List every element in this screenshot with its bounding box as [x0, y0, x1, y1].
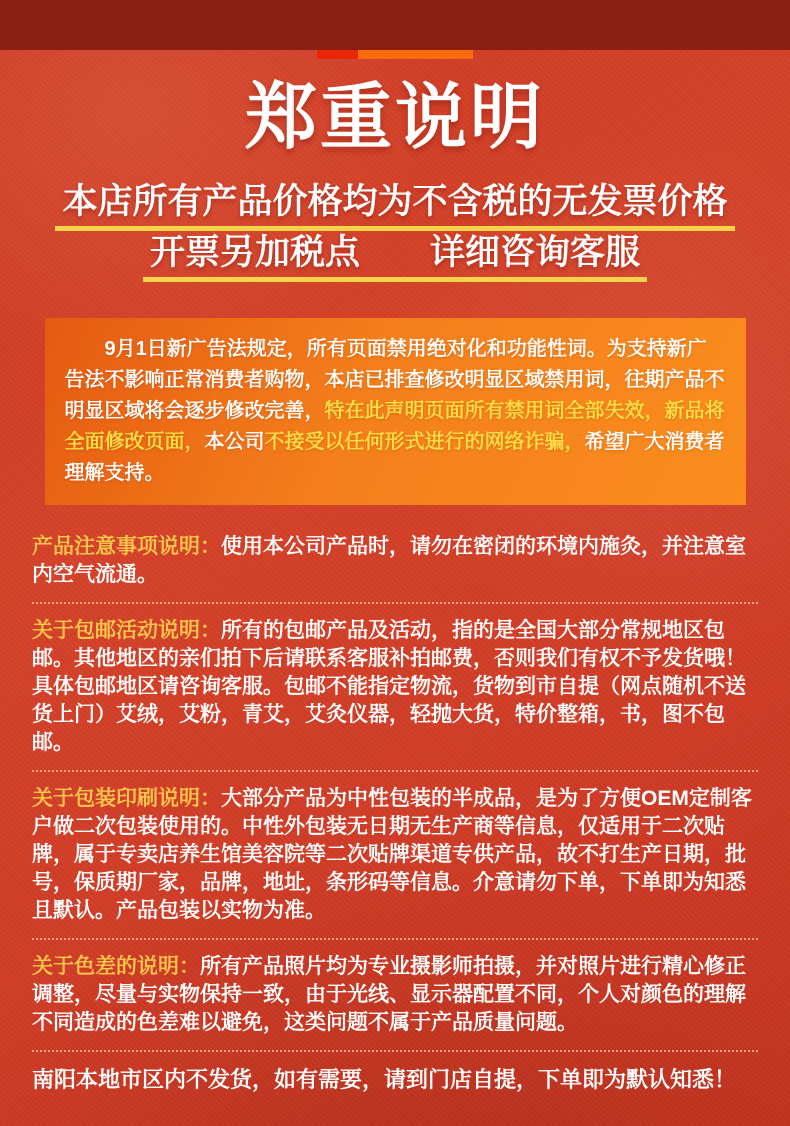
note-packaging-print: [32, 785, 758, 925]
price-disclaimer-line-1: 本店所有产品价格均为不含税的无发票价格: [55, 180, 734, 231]
dotted-divider-2: [32, 770, 758, 772]
ad-law-notice-text: [65, 334, 726, 489]
note-body-color-difference: 所有产品照片均为专业摄影师拍摄，并对照片进行精心修正调整，尽量与实物保持一致，由于光线、显示器配置不同，个人对颜色的理解不同造成的色差难以避免，这类问题不属于产品质量问题。: [32, 955, 746, 1034]
note-heading-color-difference: 关于色差的说明：: [32, 955, 200, 978]
ad-law-notice-box: [45, 318, 746, 505]
note-product-caution: [32, 533, 758, 589]
accent-bar-red-segment: [317, 50, 358, 59]
note-heading-product-caution: 产品注意事项说明：: [32, 535, 221, 558]
note-color-difference: [32, 953, 758, 1037]
notice-segment-white-1: 9月1日新广告法规定，所有页面禁用绝对化和功能性词。为支持新广告法不影响正常消费者购物，本店已排查修改明显区域禁用词，往期产品不明显区域将会逐步修改完善，: [64, 338, 725, 422]
notice-segment-white-3: 希望广大消费者理解支持。: [64, 431, 725, 484]
dotted-divider-4: [32, 1050, 758, 1052]
solemn-statement-page: [0, 50, 790, 1126]
note-body-packaging-print: 大部分产品为中性包装的半成品，是为了方便OEM定制客户做二次包装使用的。中性外包装无日期无生产商等信息，仅适用于二次贴牌，属于专卖店养生馆美容院等二次贴牌渠道专供产品，故不打生产日期，批号，保质期厂家，品牌，地址，条形码等信息。介意请勿下单，下单即为知悉且默认。产品包装以实物为准。: [32, 787, 752, 922]
note-heading-packaging-print: 关于包装印刷说明：: [32, 787, 221, 810]
page-title: 郑重说明: [244, 78, 545, 158]
note-free-shipping: [32, 617, 758, 757]
note-body-free-shipping: 所有的包邮产品及活动，指的是全国大部分常规地区包邮。其他地区的亲们拍下后请联系客服补拍邮费，否则我们有权不予发货哦！ 具体包邮地区请咨询客服。包邮不能指定物流，货物到市自提（网点随机不送货上门）艾绒，艾粉，青艾，艾灸仪器，轻抛大货，特价整箱，书，图不包邮。: [32, 619, 746, 754]
notice-segment-white-2: 本公司: [204, 431, 265, 453]
price-disclaimer: [0, 180, 790, 282]
dotted-divider-1: [32, 602, 758, 604]
accent-bar-orange-segment: [358, 50, 473, 59]
note-heading-free-shipping: 关于包邮活动说明：: [32, 619, 221, 642]
local-pickup-notice: 南阳本地市区内不发货，如有需要，请到门店自提，下单即为默认知悉！: [32, 1067, 737, 1092]
dotted-divider-3: [32, 938, 758, 940]
notice-segment-yellow-1: 特在此声明页面所有禁用词全部失效，新品将全面修改页面，: [64, 400, 725, 453]
price-disclaimer-line-2: 开票另加税点 详细咨询客服: [143, 231, 647, 282]
title-accent-bar: [317, 50, 473, 59]
notice-segment-yellow-2: 不接受以任何形式进行的网络诈骗，: [264, 431, 585, 453]
notes-list: [0, 533, 790, 1095]
note-body-product-caution: 使用本公司产品时，请勿在密闭的环境内施灸，并注意室内空气流通。: [32, 535, 746, 586]
